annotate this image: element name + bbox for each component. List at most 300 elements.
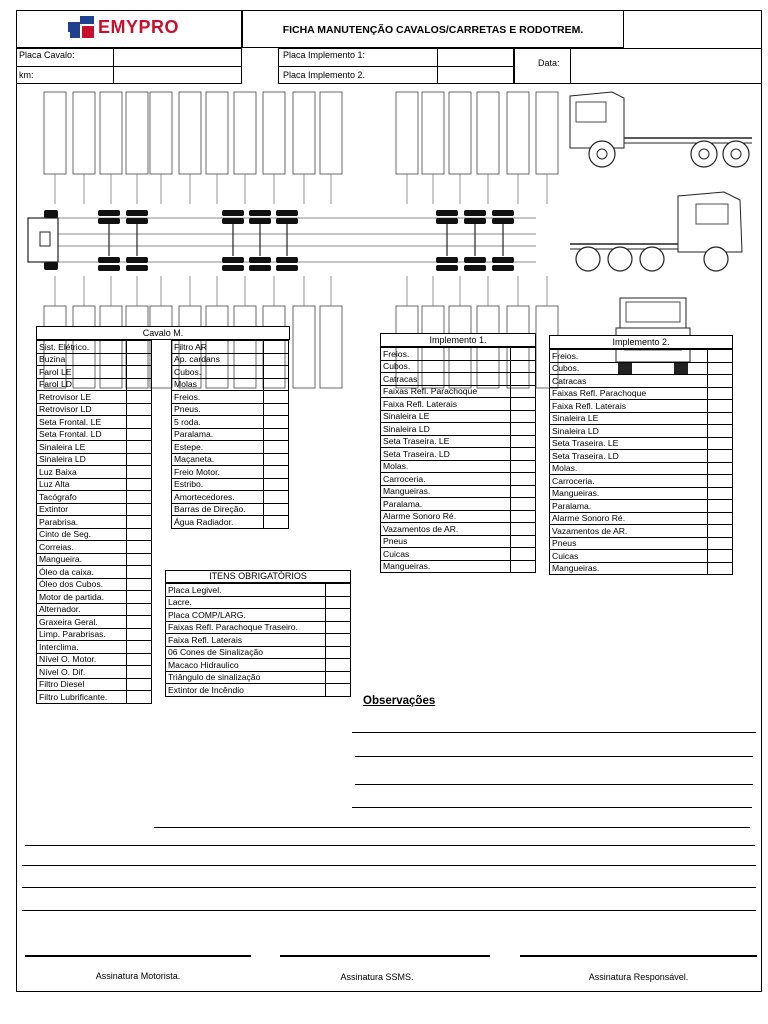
checklist-check-cell[interactable]	[264, 466, 289, 479]
checklist-check-cell[interactable]	[326, 609, 351, 622]
checklist-check-cell[interactable]	[127, 553, 152, 566]
tire	[436, 265, 458, 271]
checklist-item-label: Barras de Direção.	[172, 503, 264, 516]
tire-position-card	[536, 92, 558, 174]
checklist-check-cell[interactable]	[511, 510, 536, 523]
checklist-row	[166, 671, 351, 684]
checklist-item-label: Sinaleira LD	[381, 423, 511, 436]
checklist-check-cell[interactable]	[127, 653, 152, 666]
checklist-row	[550, 475, 733, 488]
checklist-item-label: Faixas Refl. Parachoque Traseiro.	[166, 621, 326, 634]
checklist-check-cell[interactable]	[511, 523, 536, 536]
checklist-check-cell[interactable]	[127, 391, 152, 404]
checklist-item-label: Motor de partida.	[37, 591, 127, 604]
checklist-row	[550, 425, 733, 438]
checklist-check-cell[interactable]	[511, 385, 536, 398]
checklist-check-cell[interactable]	[511, 448, 536, 461]
checklist-check-cell[interactable]	[127, 466, 152, 479]
checklist-check-cell[interactable]	[127, 566, 152, 579]
checklist-item-label: Pneus	[381, 535, 511, 548]
checklist-check-cell[interactable]	[511, 348, 536, 361]
checklist-check-cell[interactable]	[708, 412, 733, 425]
checklist-item-label: Óleo da caixa.	[37, 566, 127, 579]
checklist-check-cell[interactable]	[708, 562, 733, 575]
checklist-check-cell[interactable]	[264, 441, 289, 454]
checklist-row	[166, 609, 351, 622]
checklist-row	[172, 428, 289, 441]
checklist-item-label: Seta Frontal. LD	[37, 428, 127, 441]
implemento2-header: Implemento 2.	[549, 335, 733, 349]
checklist-check-cell[interactable]	[326, 584, 351, 597]
checklist-item-label: Paralama.	[550, 500, 708, 513]
cavalo-checklist-col1	[36, 340, 152, 704]
checklist-check-cell[interactable]	[326, 596, 351, 609]
checklist-check-cell[interactable]	[264, 491, 289, 504]
signature-line-ssms[interactable]	[280, 955, 490, 957]
tire	[126, 265, 148, 271]
checklist-check-cell[interactable]	[127, 503, 152, 516]
checklist-check-cell[interactable]	[264, 378, 289, 391]
tire	[492, 218, 514, 224]
checklist-row	[37, 591, 152, 604]
checklist-item-label: Extintor de Incêndio	[166, 684, 326, 697]
itens-obrigatorios-table	[165, 583, 351, 697]
checklist-check-cell[interactable]	[708, 387, 733, 400]
tire	[276, 257, 298, 263]
checklist-check-cell[interactable]	[127, 678, 152, 691]
km-field[interactable]	[16, 66, 242, 84]
checklist-row	[172, 378, 289, 391]
tire	[44, 210, 58, 218]
checklist-check-cell[interactable]	[708, 362, 733, 375]
checklist-row	[37, 366, 152, 379]
checklist-item-label: Buzina	[37, 353, 127, 366]
placa-impl2-label: Placa Implemento 2.	[283, 70, 366, 80]
tire-position-card	[206, 92, 228, 174]
checklist-row	[172, 366, 289, 379]
checklist-check-cell[interactable]	[511, 473, 536, 486]
checklist-item-label: Faixa Refl. Laterais	[550, 400, 708, 413]
checklist-row	[172, 403, 289, 416]
checklist-check-cell[interactable]	[708, 550, 733, 563]
tire-position-card	[44, 92, 66, 174]
checklist-item-label: Interclima.	[37, 641, 127, 654]
signature-label-responsavel: Assinatura Responsável.	[588, 972, 689, 982]
implemento1-header: Implemento 1.	[380, 333, 536, 347]
obs-line-6[interactable]	[25, 845, 755, 846]
checklist-item-label: Maçaneta.	[172, 453, 264, 466]
cavalo-checklist-col2	[171, 340, 289, 529]
checklist-check-cell[interactable]	[511, 560, 536, 573]
checklist-row	[550, 362, 733, 375]
checklist-check-cell[interactable]	[511, 485, 536, 498]
checklist-item-label: Extintor	[37, 503, 127, 516]
checklist-check-cell[interactable]	[264, 391, 289, 404]
checklist-row	[166, 646, 351, 659]
checklist-row	[37, 491, 152, 504]
checklist-item-label: Seta Frontal. LE	[37, 416, 127, 429]
checklist-row	[37, 678, 152, 691]
checklist-item-label: Catracas	[550, 375, 708, 388]
signature-line-responsavel[interactable]	[520, 955, 757, 957]
checklist-check-cell[interactable]	[326, 684, 351, 697]
checklist-item-label: Carroceria.	[381, 473, 511, 486]
checklist-row	[381, 560, 536, 573]
checklist-check-cell[interactable]	[708, 425, 733, 438]
checklist-check-cell[interactable]	[264, 353, 289, 366]
checklist-row	[37, 341, 152, 354]
signature-line-motorista[interactable]	[25, 955, 251, 957]
checklist-row	[37, 503, 152, 516]
checklist-item-label: Sinaleira LE	[550, 412, 708, 425]
checklist-row	[37, 516, 152, 529]
checklist-item-label: Filtro AR	[172, 341, 264, 354]
checklist-row	[550, 412, 733, 425]
checklist-item-label: Freios.	[172, 391, 264, 404]
checklist-item-label: Macaco Hidraulico	[166, 659, 326, 672]
obs-line-2[interactable]	[355, 756, 753, 757]
tire	[492, 265, 514, 271]
checklist-item-label: Mangueira.	[37, 553, 127, 566]
checklist-item-label: Farol LD	[37, 378, 127, 391]
checklist-row	[550, 500, 733, 513]
checklist-item-label: Farol LE	[37, 366, 127, 379]
tire	[249, 218, 271, 224]
checklist-check-cell[interactable]	[127, 491, 152, 504]
checklist-row	[166, 596, 351, 609]
checklist-check-cell[interactable]	[708, 437, 733, 450]
checklist-check-cell[interactable]	[127, 691, 152, 704]
checklist-item-label: Mangueiras.	[381, 560, 511, 573]
cavalo-header: Cavalo M.	[36, 326, 290, 340]
checklist-row	[381, 423, 536, 436]
checklist-check-cell[interactable]	[264, 403, 289, 416]
km-label: km:	[19, 70, 34, 80]
checklist-item-label: Freios.	[550, 350, 708, 363]
checklist-check-cell[interactable]	[127, 616, 152, 629]
tire	[222, 210, 244, 216]
checklist-item-label: Lacre.	[166, 596, 326, 609]
checklist-row	[166, 684, 351, 697]
checklist-check-cell[interactable]	[264, 366, 289, 379]
checklist-item-label: Alarme Sonoro Ré.	[550, 512, 708, 525]
checklist-row	[550, 350, 733, 363]
checklist-item-label: Parabrisa.	[37, 516, 127, 529]
checklist-row	[381, 548, 536, 561]
checklist-item-label: Sinaleira LE	[381, 410, 511, 423]
checklist-item-label: 06 Cones de Sinalização	[166, 646, 326, 659]
form-title: FICHA MANUTENÇÃO CAVALOS/CARRETAS E RODOTREM.	[282, 24, 584, 36]
checklist-check-cell[interactable]	[511, 360, 536, 373]
obs-line-1[interactable]	[352, 732, 756, 733]
checklist-row	[37, 416, 152, 429]
tire	[249, 257, 271, 263]
checklist-item-label: Seta Traseira. LE	[381, 435, 511, 448]
cab-window	[40, 232, 50, 246]
checklist-check-cell[interactable]	[708, 475, 733, 488]
obs-line-4[interactable]	[352, 807, 752, 808]
checklist-check-cell[interactable]	[127, 378, 152, 391]
implemento1-table	[380, 347, 536, 573]
checklist-item-label: Vazamentos de AR.	[381, 523, 511, 536]
checklist-row	[166, 584, 351, 597]
tire	[98, 265, 120, 271]
tire	[222, 265, 244, 271]
checklist-check-cell[interactable]	[708, 525, 733, 538]
obs-line-5[interactable]	[154, 827, 750, 828]
checklist-row	[37, 666, 152, 679]
checklist-item-label: Mangueiras.	[381, 485, 511, 498]
observacoes-label: Observações	[363, 695, 436, 707]
checklist-check-cell[interactable]	[127, 641, 152, 654]
tire-position-card	[263, 92, 285, 174]
checklist-check-cell[interactable]	[264, 478, 289, 491]
checklist-check-cell[interactable]	[708, 537, 733, 550]
checklist-item-label: Molas	[172, 378, 264, 391]
checklist-row	[381, 485, 536, 498]
checklist-item-label: Filtro Lubrificante.	[37, 691, 127, 704]
checklist-item-label: Vazamentos de AR.	[550, 525, 708, 538]
checklist-item-label: Seta Traseira. LD	[550, 450, 708, 463]
checklist-row	[381, 435, 536, 448]
checklist-check-cell[interactable]	[264, 416, 289, 429]
checklist-row	[381, 498, 536, 511]
checklist-row	[37, 353, 152, 366]
tire-position-card	[422, 92, 444, 174]
checklist-item-label: Cubos.	[550, 362, 708, 375]
checklist-check-cell[interactable]	[326, 634, 351, 647]
checklist-row	[381, 523, 536, 536]
checklist-row	[550, 537, 733, 550]
checklist-row	[37, 691, 152, 704]
checklist-check-cell[interactable]	[708, 500, 733, 513]
checklist-check-cell[interactable]	[708, 487, 733, 500]
tire	[249, 265, 271, 271]
checklist-item-label: Molas.	[550, 462, 708, 475]
checklist-check-cell[interactable]	[264, 341, 289, 354]
checklist-check-cell[interactable]	[511, 460, 536, 473]
checklist-item-label: Graxeira Geral.	[37, 616, 127, 629]
tire	[98, 210, 120, 216]
checklist-row	[550, 387, 733, 400]
checklist-row	[37, 653, 152, 666]
checklist-row	[381, 460, 536, 473]
checklist-item-label: Pneus.	[172, 403, 264, 416]
checklist-check-cell[interactable]	[127, 516, 152, 529]
truck-side-view-1	[562, 86, 758, 172]
checklist-check-cell[interactable]	[127, 403, 152, 416]
checklist-item-label: Óleo dos Cubos.	[37, 578, 127, 591]
checklist-check-cell[interactable]	[264, 516, 289, 529]
checklist-check-cell[interactable]	[127, 666, 152, 679]
checklist-item-label: Alarme Sonoro Ré.	[381, 510, 511, 523]
checklist-check-cell[interactable]	[511, 535, 536, 548]
signature-label-motorista: Assinatura Motorista.	[95, 971, 181, 981]
checklist-item-label: Cuicas	[550, 550, 708, 563]
checklist-item-label: Retrovisor LD	[37, 403, 127, 416]
checklist-check-cell[interactable]	[264, 453, 289, 466]
checklist-check-cell[interactable]	[511, 410, 536, 423]
checklist-check-cell[interactable]	[326, 646, 351, 659]
checklist-check-cell[interactable]	[127, 578, 152, 591]
checklist-check-cell[interactable]	[127, 628, 152, 641]
checklist-row	[381, 535, 536, 548]
checklist-row	[381, 348, 536, 361]
checklist-check-cell[interactable]	[511, 548, 536, 561]
checklist-row	[550, 375, 733, 388]
tire	[464, 218, 486, 224]
checklist-check-cell[interactable]	[127, 541, 152, 554]
tire	[464, 210, 486, 216]
checklist-item-label: Cubos.	[172, 366, 264, 379]
tire	[276, 218, 298, 224]
checklist-check-cell[interactable]	[708, 450, 733, 463]
checklist-row	[37, 528, 152, 541]
checklist-item-label: Amortecedores.	[172, 491, 264, 504]
checklist-row	[37, 391, 152, 404]
checklist-check-cell[interactable]	[708, 350, 733, 363]
checklist-row	[37, 378, 152, 391]
checklist-item-label: Luz Baixa	[37, 466, 127, 479]
checklist-item-label: Faixa Refl. Laterais	[166, 634, 326, 647]
checklist-item-label: Cubos.	[381, 360, 511, 373]
data-label: Data:	[538, 58, 560, 68]
truck-side-view-2	[566, 188, 756, 276]
checklist-item-label: 5 roda.	[172, 416, 264, 429]
checklist-item-label: Molas.	[381, 460, 511, 473]
checklist-check-cell[interactable]	[511, 373, 536, 386]
tire	[98, 257, 120, 263]
checklist-item-label: Sinaleira LE	[37, 441, 127, 454]
checklist-item-label: Nível O. Dif.	[37, 666, 127, 679]
checklist-item-label: Paralama.	[381, 498, 511, 511]
checklist-row	[37, 428, 152, 441]
checklist-check-cell[interactable]	[511, 498, 536, 511]
checklist-row	[172, 453, 289, 466]
tire	[222, 218, 244, 224]
checklist-check-cell[interactable]	[127, 603, 152, 616]
checklist-check-cell[interactable]	[708, 512, 733, 525]
checklist-item-label: Alternador.	[37, 603, 127, 616]
checklist-item-label: Freios.	[381, 348, 511, 361]
tire	[464, 265, 486, 271]
checklist-row	[37, 453, 152, 466]
checklist-check-cell[interactable]	[127, 416, 152, 429]
checklist-check-cell[interactable]	[127, 453, 152, 466]
obs-line-9[interactable]	[22, 910, 756, 911]
tire	[249, 210, 271, 216]
tire	[436, 218, 458, 224]
checklist-check-cell[interactable]	[326, 621, 351, 634]
checklist-row	[381, 473, 536, 486]
tire	[222, 257, 244, 263]
checklist-check-cell[interactable]	[326, 671, 351, 684]
placa-impl1-label: Placa Implemento 1:	[283, 50, 366, 60]
checklist-item-label: Mangueiras.	[550, 487, 708, 500]
checklist-row	[37, 541, 152, 554]
checklist-row	[37, 441, 152, 454]
checklist-check-cell[interactable]	[127, 441, 152, 454]
obs-line-3[interactable]	[355, 784, 753, 785]
checklist-check-cell[interactable]	[511, 398, 536, 411]
obs-line-8[interactable]	[22, 887, 756, 888]
checklist-row	[37, 403, 152, 416]
checklist-check-cell[interactable]	[326, 659, 351, 672]
tire	[464, 257, 486, 263]
checklist-row	[550, 562, 733, 575]
placa-cavalo-label: Placa Cavalo:	[19, 50, 75, 60]
checklist-row	[172, 466, 289, 479]
checklist-check-cell[interactable]	[127, 428, 152, 441]
checklist-check-cell[interactable]	[127, 478, 152, 491]
checklist-check-cell[interactable]	[708, 462, 733, 475]
tire-position-card	[234, 92, 256, 174]
tire	[44, 262, 58, 270]
checklist-row	[381, 373, 536, 386]
checklist-check-cell[interactable]	[127, 353, 152, 366]
checklist-item-label: Freio Motor.	[172, 466, 264, 479]
checklist-row	[37, 478, 152, 491]
checklist-item-label: Faixa Refl. Laterais	[381, 398, 511, 411]
checklist-item-label: Placa COMP/LARG.	[166, 609, 326, 622]
checklist-row	[172, 478, 289, 491]
checklist-row	[550, 450, 733, 463]
checklist-check-cell[interactable]	[708, 375, 733, 388]
tire	[126, 257, 148, 263]
checklist-row	[37, 628, 152, 641]
checklist-item-label: Filtro Diesel	[37, 678, 127, 691]
tire-position-card	[320, 306, 342, 388]
tire-position-card	[293, 306, 315, 388]
checklist-check-cell[interactable]	[264, 428, 289, 441]
tire-position-card	[150, 92, 172, 174]
checklist-row	[37, 641, 152, 654]
checklist-row	[550, 400, 733, 413]
checklist-check-cell[interactable]	[708, 400, 733, 413]
implemento2-table	[549, 349, 733, 575]
checklist-item-label: Sist. Elétrico.	[37, 341, 127, 354]
checklist-row	[166, 659, 351, 672]
tire	[276, 210, 298, 216]
checklist-row	[381, 398, 536, 411]
tire-position-card	[73, 92, 95, 174]
tire-position-card	[150, 306, 172, 388]
checklist-item-label: Água Radiador.	[172, 516, 264, 529]
checklist-row	[550, 462, 733, 475]
checklist-item-label: Faixas Refl. Parachoque	[381, 385, 511, 398]
checklist-check-cell[interactable]	[511, 423, 536, 436]
checklist-item-label: Seta Traseira. LE	[550, 437, 708, 450]
checklist-row	[550, 550, 733, 563]
checklist-row	[172, 516, 289, 529]
checklist-check-cell[interactable]	[127, 591, 152, 604]
checklist-item-label: Luz Alta	[37, 478, 127, 491]
checklist-row	[381, 385, 536, 398]
checklist-check-cell[interactable]	[127, 341, 152, 354]
signature-label-ssms: Assinatura SSMS.	[340, 972, 414, 982]
logo-text: EMYPRO	[98, 17, 180, 37]
tire-position-card	[320, 92, 342, 174]
checklist-check-cell[interactable]	[127, 366, 152, 379]
checklist-item-label: Triângulo de sinalização	[166, 671, 326, 684]
checklist-row	[172, 491, 289, 504]
checklist-row	[550, 512, 733, 525]
checklist-check-cell[interactable]	[264, 503, 289, 516]
checklist-check-cell[interactable]	[511, 435, 536, 448]
obs-line-7[interactable]	[22, 865, 756, 866]
checklist-check-cell[interactable]	[127, 528, 152, 541]
checklist-item-label: Paralama.	[172, 428, 264, 441]
